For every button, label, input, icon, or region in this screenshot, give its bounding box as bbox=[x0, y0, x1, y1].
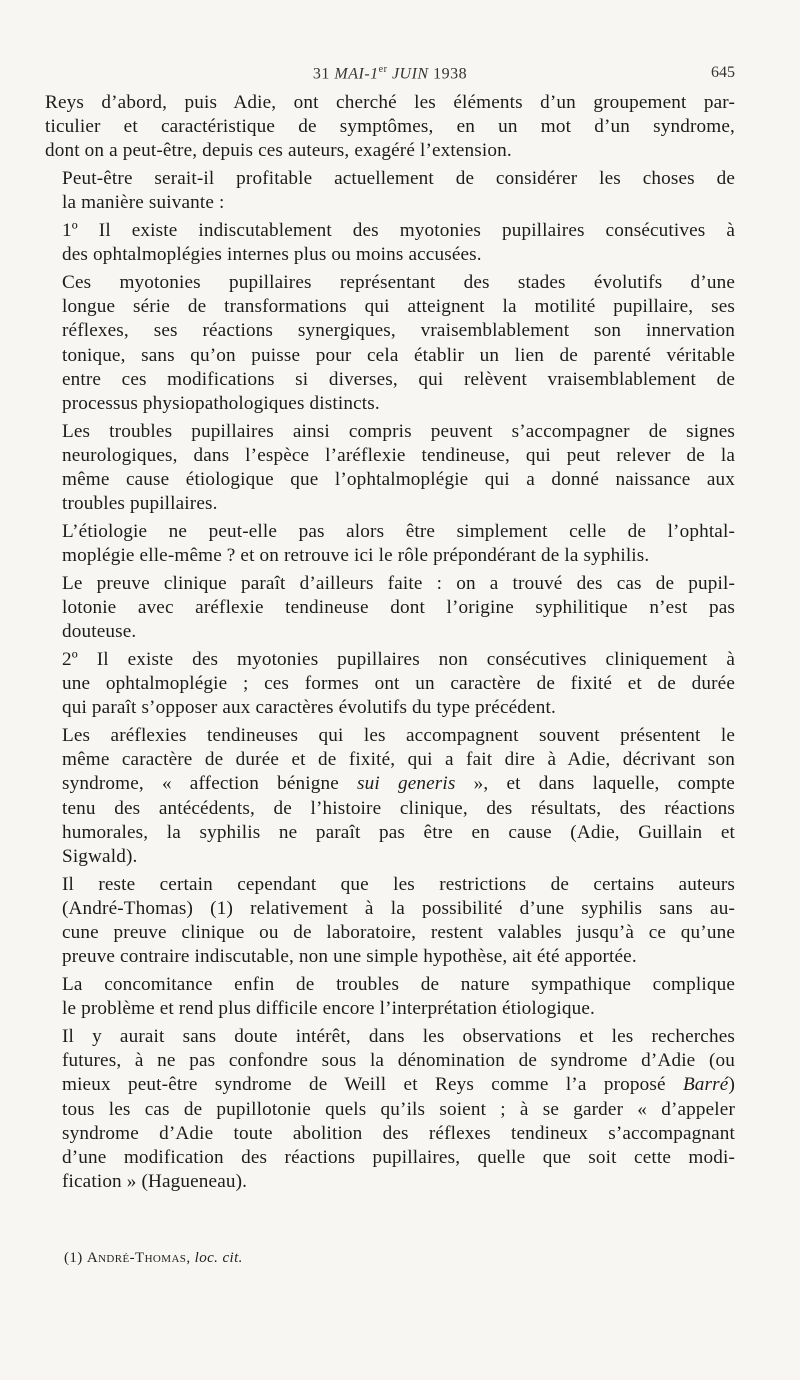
text-line: ticulier et caractéristique de symptômes, en un mot d’un syndrome, bbox=[45, 116, 735, 138]
text-line: des ophtalmoplégies internes plus ou moins accusées. bbox=[62, 244, 482, 266]
text-line: douteuse. bbox=[62, 621, 137, 643]
paragraph bbox=[45, 271, 735, 416]
text-line: cune preuve clinique ou de laboratoire, restent valables jusqu’à ce qu’une bbox=[62, 922, 735, 944]
text-line: d’une modification des réactions pupillaires, quelle que soit cette modi- bbox=[62, 1147, 735, 1169]
text-line: Il y aurait sans doute intérêt, dans les observations et les recherches bbox=[62, 1026, 735, 1048]
date-day: 31 bbox=[312, 65, 335, 83]
ordinal-superscript: er bbox=[378, 64, 388, 75]
text-line: réflexes, ses réactions synergiques, vraisemblablement son innervation bbox=[62, 320, 735, 342]
text-line: futures, à ne pas confondre sous la dénomination de syndrome d’Adie (ou bbox=[62, 1050, 735, 1072]
text-line: Les aréflexies tendineuses qui les accompagnent souvent présentent le bbox=[62, 725, 735, 747]
text-line: fication » (Hagueneau). bbox=[62, 1171, 248, 1193]
text-line: même caractère de durée et de fixité, qui a fait dire à Adie, décrivant son bbox=[62, 749, 735, 771]
text-line: syndrome, « affection bénigne sui generis », et dans laquelle, compte bbox=[62, 773, 735, 795]
running-head bbox=[45, 64, 735, 86]
footnote-author: André-Thomas bbox=[86, 1250, 187, 1266]
text-line: la manière suivante : bbox=[62, 192, 225, 214]
date-year: 1938 bbox=[428, 65, 468, 83]
date-month-end: JUIN bbox=[387, 65, 429, 83]
text-line: L’étiologie ne peut-elle pas alors être simplement celle de l’ophtal- bbox=[62, 520, 735, 542]
page-number: 645 bbox=[711, 64, 735, 81]
text-line: moplégie elle-même ? et on retrouve ici le rôle prépondérant de la syphilis. bbox=[62, 545, 650, 567]
text-line: Peut-être serait-il profitable actuellement de considérer les choses de bbox=[62, 168, 735, 190]
text-line: même cause étiologique que l’ophtalmoplégie qui a donné naissance aux bbox=[62, 469, 735, 491]
text-line: 1º Il existe indiscutablement des myotonies pupillaires consécutives à bbox=[62, 220, 735, 242]
text-line: Il reste certain cependant que les restrictions de certains auteurs bbox=[62, 873, 735, 895]
date-month-start: MAI-1 bbox=[334, 65, 379, 83]
paragraph bbox=[45, 219, 735, 267]
paragraph bbox=[45, 420, 735, 517]
text-line: (André-Thomas) (1) relativement à la possibilité d’une syphilis sans au- bbox=[62, 898, 735, 919]
text-line: troubles pupillaires. bbox=[62, 493, 218, 515]
text-line: entre ces modifications si diverses, qui relèvent vraisemblablement de bbox=[62, 368, 735, 390]
text-line: tonique, sans qu’on puisse pour cela établir un lien de parenté véritable bbox=[62, 344, 735, 366]
text-line: mieux peut-être syndrome de Weill et Reys comme l’a proposé Barré) bbox=[62, 1074, 735, 1096]
text-line: le problème et rend plus difficile encore l’interprétation étiologique. bbox=[62, 998, 595, 1020]
text-line: tenu des antécédents, de l’histoire clinique, des résultats, des réactions bbox=[62, 797, 735, 819]
text-line: une ophtalmoplégie ; ces formes ont un caractère de fixité et de durée bbox=[62, 673, 735, 695]
paragraph bbox=[45, 724, 735, 869]
text-line: Le preuve clinique paraît d’ailleurs faite : on a trouvé des cas de pupil- bbox=[62, 572, 735, 594]
paragraph bbox=[45, 1025, 735, 1194]
text-line: Ces myotonies pupillaires représentant des stades évolutifs d’une bbox=[62, 271, 735, 293]
paragraph bbox=[45, 520, 735, 568]
paragraph bbox=[45, 572, 735, 645]
text-line: neurologiques, dans l’espèce l’aréflexie tendineuse, qui peut relever de la bbox=[62, 444, 735, 466]
paragraph bbox=[45, 873, 735, 970]
text-line: longue série de transformations qui atteignent la motilité pupillaire, ses bbox=[62, 296, 735, 318]
text-line: Sigwald). bbox=[62, 846, 138, 868]
issue-date bbox=[45, 64, 735, 83]
text-line: qui paraît s’opposer aux caractères évolutifs du type précédent. bbox=[62, 697, 556, 719]
text-line: tous les cas de pupillotonie quels qu’ils soient ; à se garder « d’appeler bbox=[62, 1098, 735, 1120]
footnote-separator: , bbox=[186, 1250, 195, 1266]
footnote-citation: loc. cit. bbox=[194, 1250, 243, 1266]
text-line: dont on a peut-être, depuis ces auteurs, exagéré l’extension. bbox=[45, 140, 512, 162]
italic-text: Barré bbox=[682, 1074, 729, 1096]
text-line: 2º Il existe des myotonies pupillaires non consécutives cliniquement à bbox=[62, 648, 735, 670]
footnote bbox=[64, 1250, 243, 1267]
text-line: syndrome d’Adie toute abolition des réflexes tendineux s’accompagnant bbox=[62, 1122, 735, 1144]
paragraph bbox=[45, 91, 735, 164]
text-line: lotonie avec aréflexie tendineuse dont l’origine syphilitique n’est pas bbox=[62, 597, 735, 619]
text-line: humorales, la syphilis ne paraît pas être en cause (Adie, Guillain et bbox=[62, 821, 735, 843]
paragraph bbox=[45, 648, 735, 721]
paragraph bbox=[45, 167, 735, 215]
text-line: La concomitance enfin de troubles de nature sympathique complique bbox=[62, 974, 735, 996]
text-line: preuve contraire indiscutable, non une simple hypothèse, ait été apportée. bbox=[62, 946, 637, 968]
italic-text: sui generis bbox=[357, 773, 456, 795]
paragraph bbox=[45, 973, 735, 1021]
footnote-marker: (1) bbox=[64, 1250, 87, 1266]
text-line: Les troubles pupillaires ainsi compris peuvent s’accompagner de signes bbox=[62, 420, 735, 442]
text-line: processus physiopathologiques distincts. bbox=[62, 392, 380, 414]
text-line: Reys d’abord, puis Adie, ont cherché les éléments d’un groupement par- bbox=[45, 92, 735, 113]
body-text bbox=[45, 91, 735, 1198]
